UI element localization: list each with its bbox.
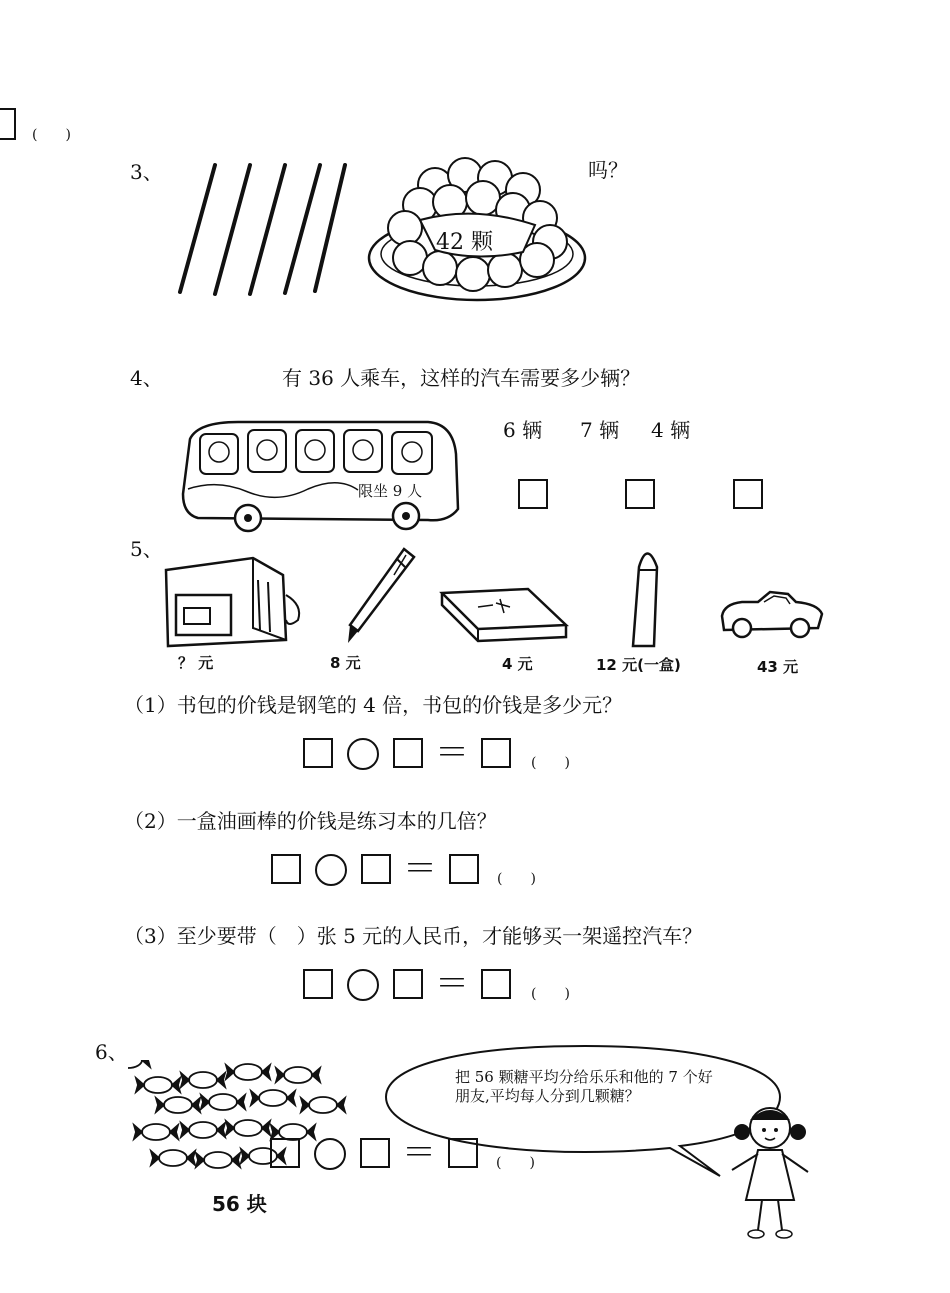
price-notebook: 4 元 xyxy=(502,655,533,673)
unit-paren: ( ) xyxy=(531,986,570,1002)
equals-sign: ＝ xyxy=(435,964,469,1004)
crayon-icon xyxy=(627,542,667,652)
option-checkbox-1[interactable] xyxy=(518,479,548,509)
result-box[interactable] xyxy=(481,738,511,768)
q5-sub1: （1）书包的价钱是钢笔的 4 倍，书包的价钱是多少元？ xyxy=(124,693,623,717)
q6-number: 6、 xyxy=(95,1040,128,1064)
operator-circle[interactable] xyxy=(347,738,379,770)
unit-paren: ( ) xyxy=(531,755,570,771)
operand-box[interactable] xyxy=(393,969,423,999)
operand-box[interactable] xyxy=(303,969,333,999)
toy-car-icon xyxy=(718,588,826,642)
operand-box[interactable] xyxy=(270,1138,300,1168)
option-label-1: 6 辆 xyxy=(503,418,543,442)
answer-box[interactable] xyxy=(0,108,16,140)
bus-illustration xyxy=(178,414,463,536)
answer-unit-paren: ( ) xyxy=(32,127,71,143)
operator-circle[interactable] xyxy=(347,969,379,1001)
candy-count-label: 56 块 xyxy=(212,1192,267,1216)
option-label-2: 7 辆 xyxy=(580,418,620,442)
q4-number: 4、 xyxy=(130,366,163,390)
price-pen: 8 元 xyxy=(330,654,361,672)
result-box[interactable] xyxy=(448,1138,478,1168)
girl-illustration xyxy=(722,1100,818,1244)
q5-number: 5、 xyxy=(130,537,163,561)
equals-sign: ＝ xyxy=(402,1133,436,1173)
result-box[interactable] xyxy=(449,854,479,884)
price-bag: ？ 元 xyxy=(178,654,214,672)
equation-row-3 xyxy=(303,964,603,1004)
q4-question: 有 36 人乘车，这样的汽车需要多少辆？ xyxy=(282,366,641,390)
operator-circle[interactable] xyxy=(315,854,347,886)
sticks-illustration xyxy=(175,160,355,300)
equals-sign: ＝ xyxy=(403,849,437,889)
operator-circle[interactable] xyxy=(314,1138,346,1170)
plate-label: 42 颗 xyxy=(436,230,493,255)
operand-box[interactable] xyxy=(271,854,301,884)
operand-box[interactable] xyxy=(393,738,423,768)
option-label-3: 4 辆 xyxy=(651,418,691,442)
q3-number: 3、 xyxy=(130,160,163,184)
operand-box[interactable] xyxy=(361,854,391,884)
speech-bubble-text: 把 56 颗糖平均分给乐乐和他的 7 个好朋友,平均每人分到几颗糖？ xyxy=(455,1068,713,1105)
equation-row-2 xyxy=(271,849,571,889)
pen-icon xyxy=(342,545,422,647)
equation-row-4 xyxy=(270,1133,570,1173)
option-checkbox-2[interactable] xyxy=(625,479,655,509)
q5-sub3: （3）至少要带（ ）张 5 元的人民币，才能够买一架遥控汽车？ xyxy=(124,924,703,948)
equals-sign: ＝ xyxy=(435,733,469,773)
unit-paren: ( ) xyxy=(496,1155,535,1171)
q5-sub2: （2）一盒油画棒的价钱是练习本的几倍？ xyxy=(124,809,497,833)
price-car: 43 元 xyxy=(757,658,799,676)
result-box[interactable] xyxy=(481,969,511,999)
price-crayon: 12 元(一盒) xyxy=(596,656,681,674)
option-checkbox-3[interactable] xyxy=(733,479,763,509)
unit-paren: ( ) xyxy=(497,871,536,887)
equation-row-1 xyxy=(303,733,603,773)
schoolbag-icon xyxy=(158,550,306,652)
exercise-book-icon xyxy=(438,585,570,645)
operand-box[interactable] xyxy=(360,1138,390,1168)
q3-question-fragment: 吗？ xyxy=(588,158,628,182)
operand-box[interactable] xyxy=(303,738,333,768)
bus-sign: 限坐 9 人 xyxy=(358,482,423,500)
